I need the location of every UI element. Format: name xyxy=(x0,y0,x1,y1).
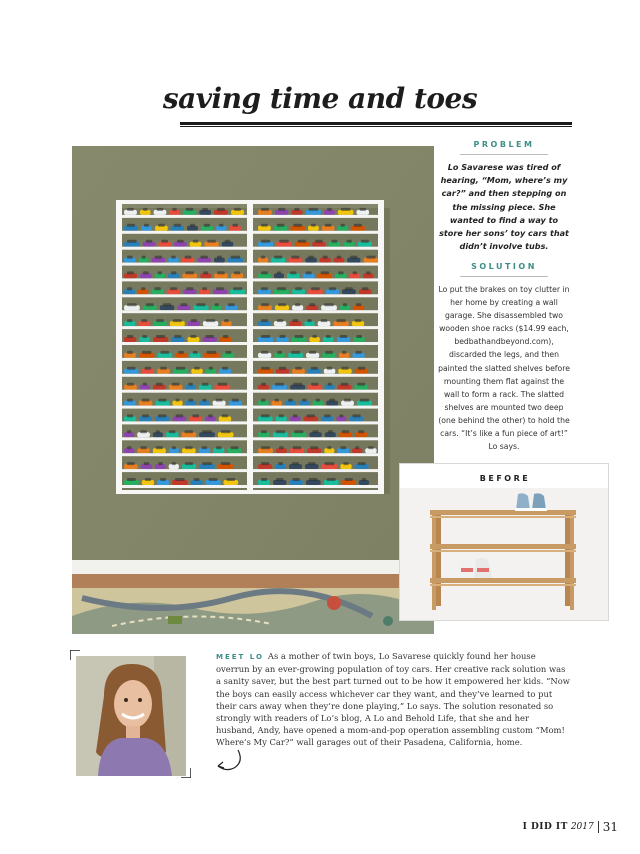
title-rule-thin xyxy=(180,126,572,127)
curly-arrow-icon xyxy=(214,748,244,778)
problem-section xyxy=(438,140,570,253)
footer-divider xyxy=(598,821,599,833)
lo-savarese-portrait xyxy=(76,656,186,776)
before-photo xyxy=(399,463,609,621)
meet-lo-text: As a mother of twin boys, Lo Savarese quickly found her house overrun by an ever-growing population of toy cars. Her creative rack solution was a sanity saver, but the best part turned out to be how it empowered her kids. “Now the boys can easily access whichever car they want, and they’ve learned to put their cars away when they’re done playing,” Lo says. The solution resonated so strongly with readers of Lo’s blog, A Lo and Behold Life, that she and her husband, Andy, have opened a mom-and-pop operation assembling custom “Mom! Where’s My Car?” wall garages out of their Pasadena, California, home. xyxy=(216,651,570,748)
title-rule xyxy=(180,122,572,125)
page-number: 31 xyxy=(602,820,618,834)
magazine-name: I DID IT xyxy=(522,822,568,832)
magazine-year: 2017 xyxy=(570,822,594,832)
toy-car-rack-photo xyxy=(72,146,434,634)
problem-heading: PROBLEM xyxy=(473,140,535,149)
meet-lo-label: MEET LO xyxy=(216,653,264,661)
before-label: BEFORE xyxy=(479,474,531,483)
solution-text: Lo put the brakes on toy clutter in her home by creating a wall garage. She disassembled two wooden shoe racks ($14.99 each, bedbathandbeyond.com), discarded the legs, and then painted the slatted shelves before mounting them flat against the wall to form a rack. The slatted shelves are mounted two deep (one behind the other) to hold the cars. “It’s like a fun piece of art!” Lo says. xyxy=(438,285,570,452)
solution-section xyxy=(438,262,570,453)
page-footer xyxy=(523,820,618,834)
page-title: saving time and toes xyxy=(162,82,478,115)
problem-text: Lo Savarese was tired of hearing, “Mom, where’s my car?” and then stepping on the missing piece. She wanted to find a way to store her sons’ toy cars that didn’t involve tubs. xyxy=(439,162,569,252)
meet-lo-paragraph xyxy=(216,650,570,749)
solution-heading: SOLUTION xyxy=(471,262,537,271)
solution-rule xyxy=(460,276,548,277)
problem-rule xyxy=(460,154,548,155)
